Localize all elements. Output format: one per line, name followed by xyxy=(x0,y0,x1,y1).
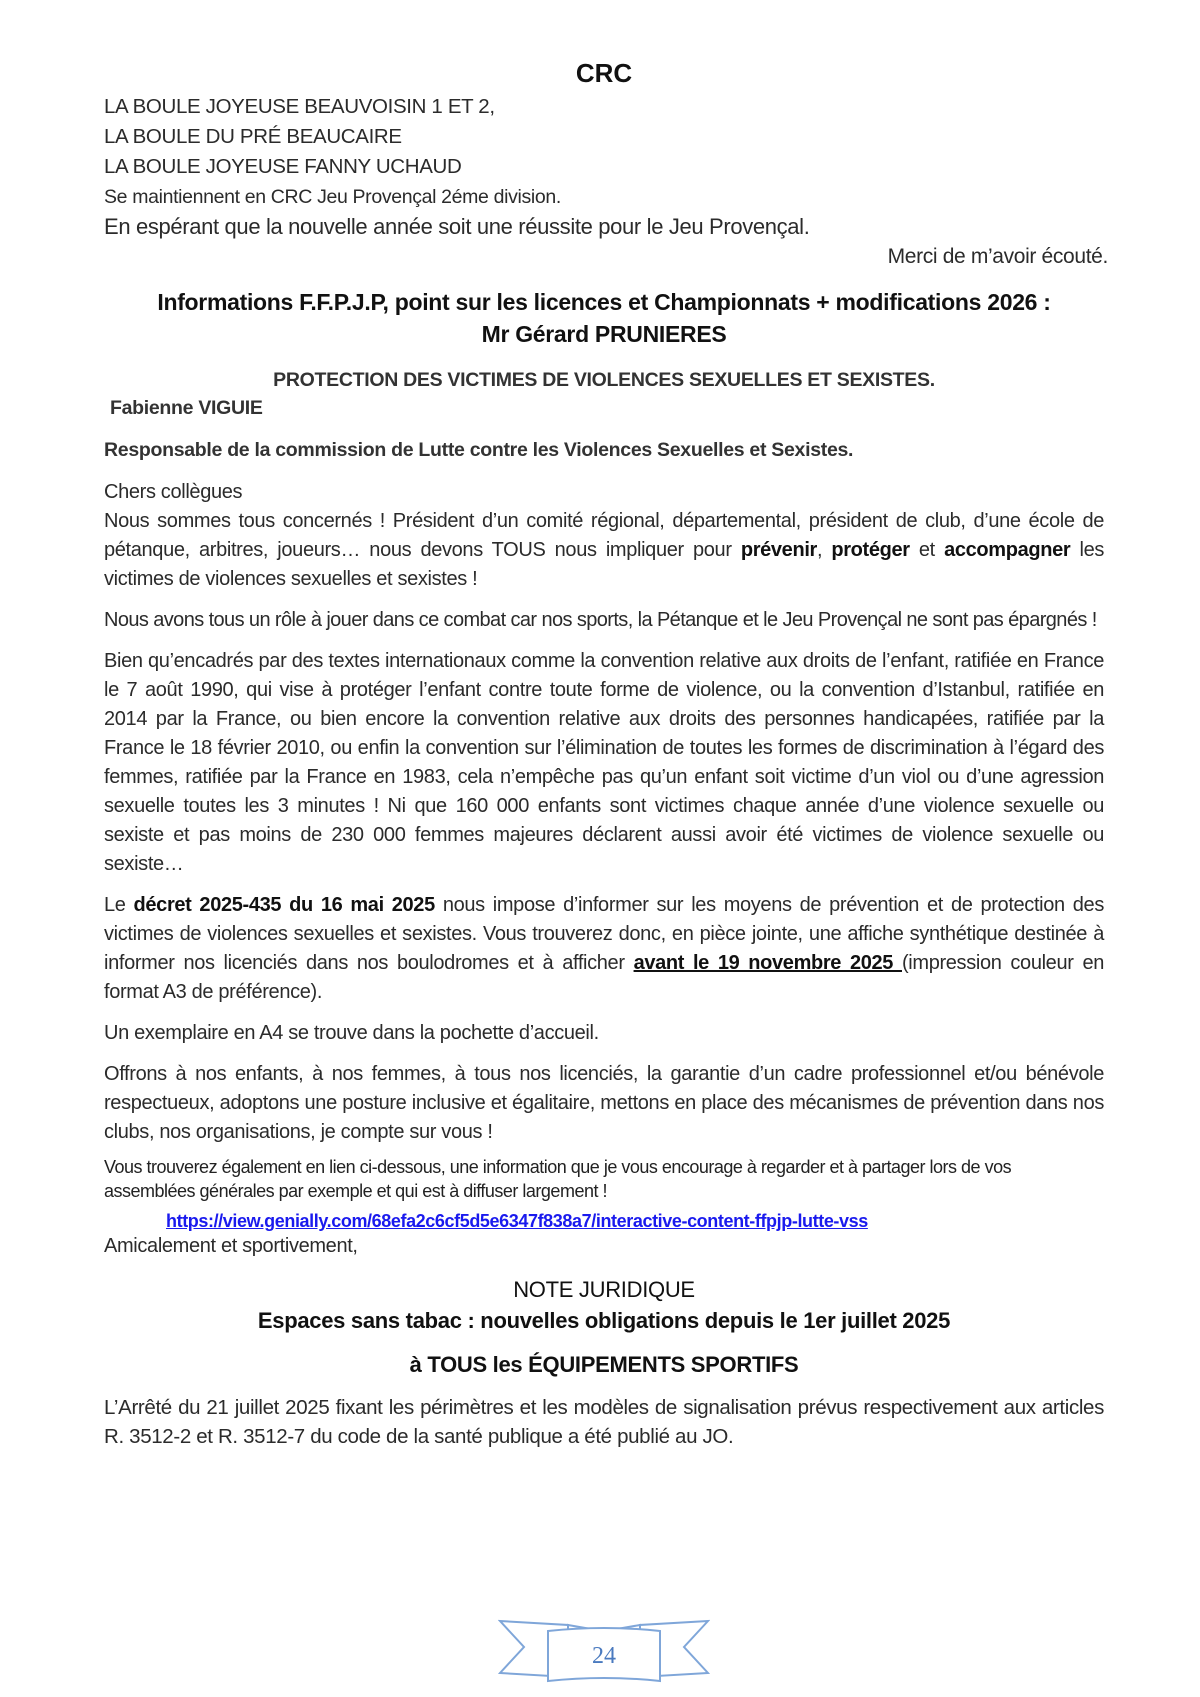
bold-decret: décret 2025-435 du 16 mai 2025 xyxy=(133,894,435,916)
crc-wish-line: En espérant que la nouvelle année soit une réussite pour le Jeu Provençal. xyxy=(104,214,810,239)
text-run: les victimes de violences sexuelles et sexistes ! xyxy=(104,539,1104,590)
vss-author: Fabienne VIGUIE xyxy=(110,397,263,419)
crc-title: CRC xyxy=(575,58,633,88)
document-page xyxy=(104,58,1108,1451)
ffpjp-heading-line1: Informations F.F.P.J.P, point sur les licences et Championnats + modifications 2026 : xyxy=(157,289,1051,315)
text-run: Nous sommes tous concernés ! Président d’un comité régional, départemental, président de club, d’une école de pétanque, arbitres, joueurs… nous devons TOUS nous impliquer pour xyxy=(104,510,1104,561)
note-subheading: à TOUS les ÉQUIPEMENTS SPORTIFS xyxy=(409,1352,799,1377)
bold-prevenir: prévenir xyxy=(740,539,817,561)
bold-accompagner: accompagner xyxy=(944,539,1071,561)
crc-closing: Merci de m’avoir écouté. xyxy=(887,245,1108,268)
vss-signoff: Amicalement et sportivement, xyxy=(104,1235,358,1257)
ffpjp-heading-speaker: Mr Gérard PRUNIERES xyxy=(481,321,727,347)
text-run: , xyxy=(816,539,832,561)
page-number: 24 xyxy=(592,1643,616,1669)
deadline-underlined: avant le 19 novembre 2025 xyxy=(633,952,902,974)
text-run: et xyxy=(909,539,945,561)
page-number-badge xyxy=(498,1615,710,1685)
vss-paragraph-3: Bien qu’encadrés par des textes internationaux comme la convention relative aux droits de l’enfant, ratifiée en France le 7 août 1990, qui vise à protéger l’enfant contre toute forme de violence, ou la convention d’Istanbul, ratifiée en 2014 par la France, ou bien encore la convention relative aux droits des personnes handicapées, ratifiée par la France le 18 février 2010, ou enfin la convention sur l’élimination de toutes les formes de discrimination à l’égard des femmes, ratifiée par la France en 1983, cela n’empêche pas qu’un enfant soit victime d’un viol ou d’une agression sexuelle toutes les 3 minutes ! Ni que 160 000 enfants sont victimes chaque année d’une violence sexuelle ou sexiste et pas moins de 230 000 femmes majeures déclarent aussi avoir été victimes de violence sexuelle ou sexiste… xyxy=(104,650,1104,875)
crc-club-line: LA BOULE JOYEUSE FANNY UCHAUD xyxy=(104,155,462,178)
text-run: (impression couleur en format A3 de préférence). xyxy=(104,952,1104,1003)
bold-proteger: protéger xyxy=(831,539,910,561)
vss-greeting: Chers collègues xyxy=(104,481,243,503)
text-run: Le xyxy=(104,894,134,916)
vss-paragraph-6: Offrons à nos enfants, à nos femmes, à tous nos licenciés, la garantie d’un cadre professionnel et/ou bénévole respectueux, adoptons une posture inclusive et égalitaire, mettons en place des mécanismes de prévention dans nos clubs, nos organisations, je compte sur vous ! xyxy=(104,1063,1104,1143)
vss-paragraph-2: Nous avons tous un rôle à jouer dans ce combat car nos sports, la Pétanque et le Jeu Provençal ne sont pas épargnés ! xyxy=(104,609,1097,631)
text-run: nous impose d’informer sur les moyens de prévention et de protection des victimes de violences sexuelles et sexistes. Vous trouverez donc, en pièce jointe, une affiche synthétique destinée à informer nos licenciés dans nos boulodromes et à afficher xyxy=(104,894,1104,974)
note-heading: Espaces sans tabac : nouvelles obligations depuis le 1er juillet 2025 xyxy=(257,1308,951,1333)
vss-subtitle: PROTECTION DES VICTIMES DE VIOLENCES SEXUELLES ET SEXISTES. xyxy=(273,369,935,391)
crc-status-line: Se maintiennent en CRC Jeu Provençal 2éme division. xyxy=(104,186,561,208)
crc-club-line: LA BOULE DU PRÉ BEAUCAIRE xyxy=(104,125,402,148)
vss-paragraph-7: Vous trouverez également en lien ci-dessous, une information que je vous encourage à regarder et à partager lors de vos assemblées générales par exemple et qui est à diffuser largement ! xyxy=(104,1157,1012,1201)
vss-role: Responsable de la commission de Lutte contre les Violences Sexuelles et Sexistes. xyxy=(104,439,854,461)
vss-paragraph-5: Un exemplaire en A4 se trouve dans la pochette d’accueil. xyxy=(104,1022,599,1044)
vss-paragraph-1 xyxy=(104,507,1104,594)
note-body: L’Arrêté du 21 juillet 2025 fixant les périmètres et les modèles de signalisation prévus respectivement aux articles R. 3512-2 et R. 3512-7 du code de la santé publique a été publié au JO. xyxy=(104,1396,1104,1448)
crc-club-line: LA BOULE JOYEUSE BEAUVOISIN 1 ET 2, xyxy=(104,95,495,118)
genially-link[interactable]: https://view.genially.com/68efa2c6cf5d5e6347f838a7/interactive-content-ffpjp-lutte-vss xyxy=(166,1211,868,1231)
note-title: NOTE JURIDIQUE xyxy=(513,1277,695,1302)
vss-paragraph-4 xyxy=(104,891,1104,1007)
ffpjp-heading xyxy=(104,286,1104,350)
